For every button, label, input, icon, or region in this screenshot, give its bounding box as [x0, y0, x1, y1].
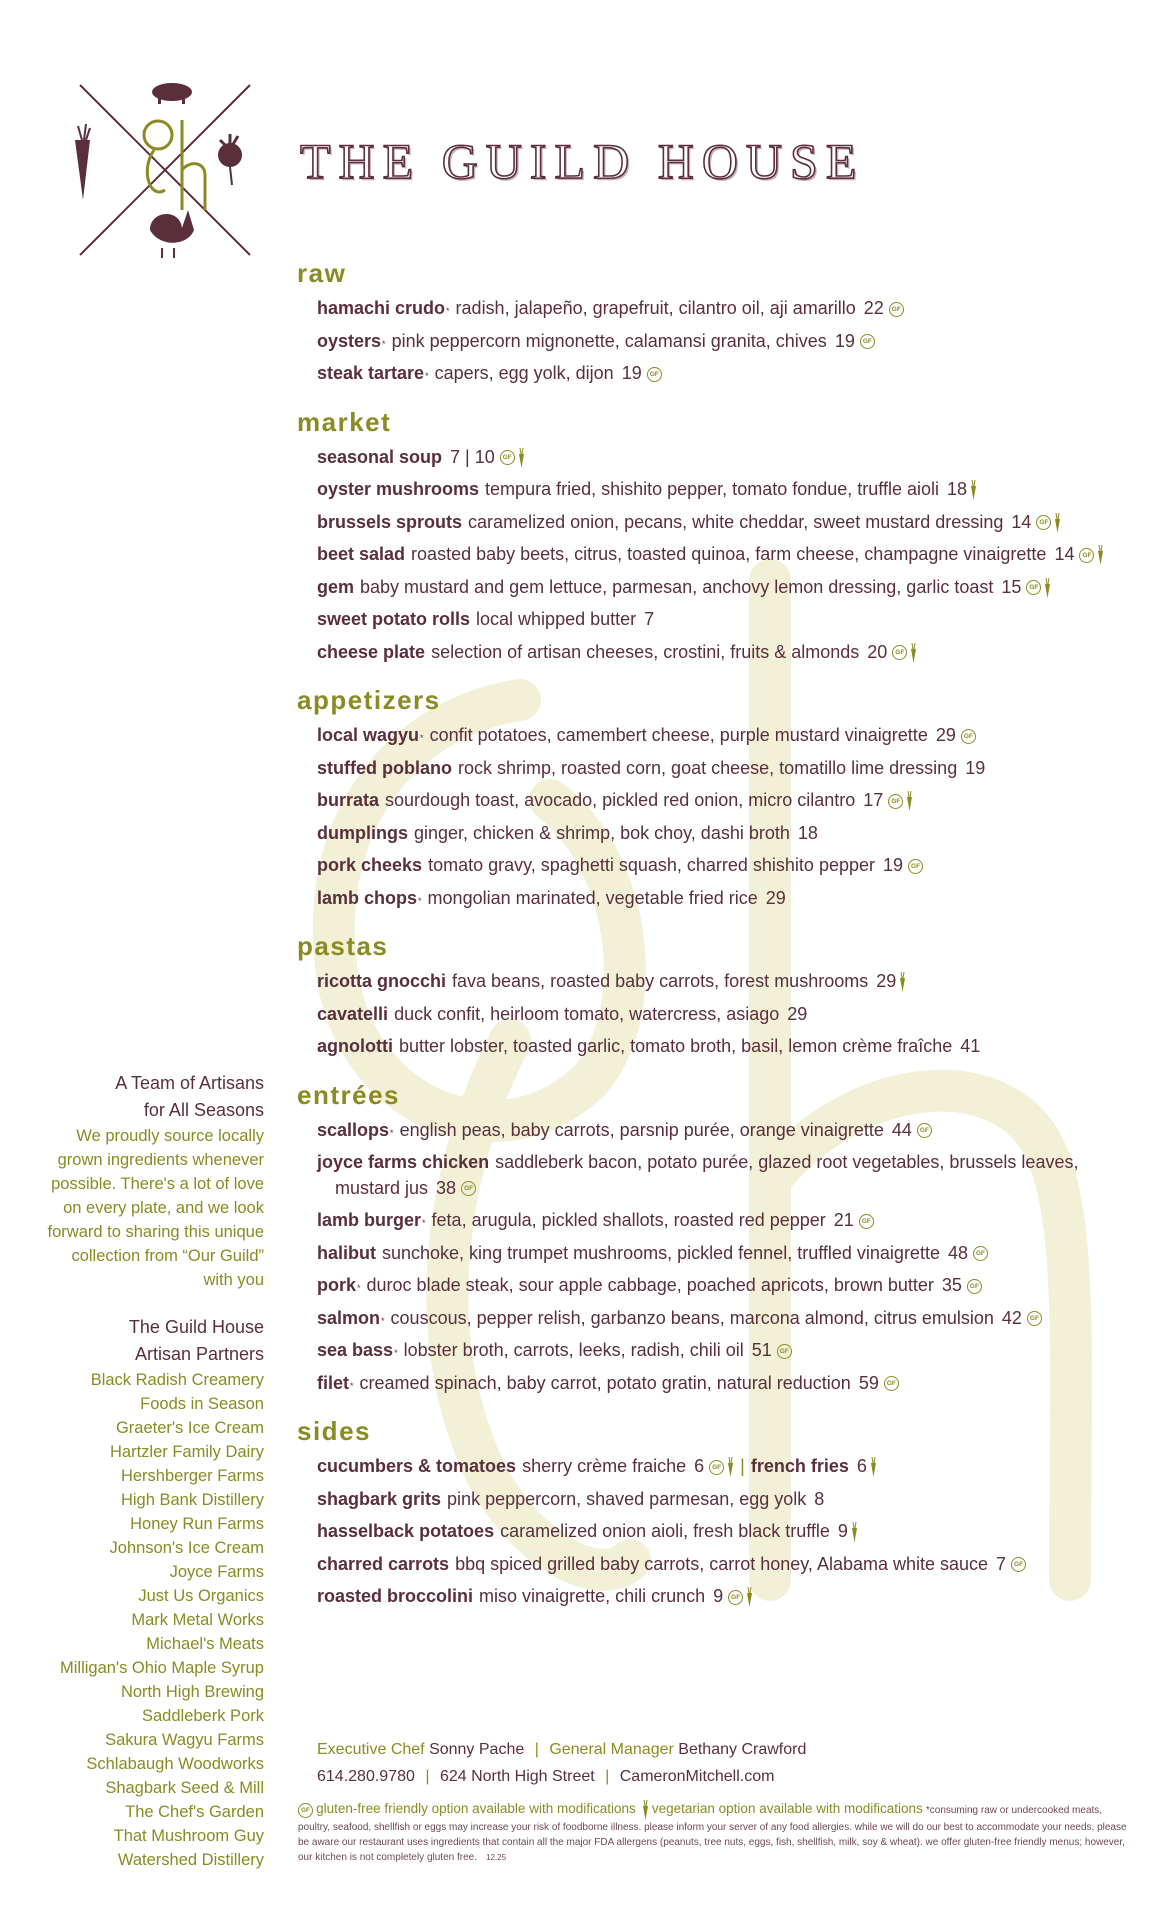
vegetarian-carrot-icon: [642, 1800, 649, 1820]
raw-warning-star: *: [420, 733, 424, 743]
item-description: duroc blade steak, sour apple cabbage, poached apricots, brown butter: [366, 1275, 934, 1295]
menu-item: [317, 575, 1147, 601]
gluten-free-icon: GF: [917, 1123, 932, 1138]
partner-list: [40, 1368, 264, 1872]
partner-item: That Mushroom Guy: [113, 1827, 264, 1845]
menu-section-0: [297, 256, 1147, 387]
item-description: capers, egg yolk, dijon: [434, 363, 614, 383]
item-description: pink peppercorn, shaved parmesan, egg yolk: [447, 1488, 807, 1509]
raw-warning-star: *: [350, 1380, 354, 1391]
item-price: 6: [856, 1456, 867, 1476]
item-price: 21: [833, 1210, 854, 1230]
item-name: gem: [317, 576, 355, 597]
item-price: 14: [1054, 544, 1075, 564]
raw-warning-star: *: [446, 306, 450, 316]
item-price: 14: [1011, 511, 1032, 532]
item-name: seasonal soup: [317, 446, 443, 467]
gluten-free-icon: GF: [884, 1376, 899, 1391]
item-price: 29: [787, 1003, 808, 1024]
gluten-free-icon: GF: [461, 1181, 476, 1196]
menu-item: [317, 821, 1147, 847]
menu-item: [317, 1306, 1147, 1332]
menu-code: 12.25: [486, 1853, 507, 1862]
item-price: 9: [837, 1521, 848, 1541]
partner-item: Michael's Meats: [146, 1635, 264, 1653]
gluten-free-icon: GF: [888, 794, 903, 809]
item-name: stuffed poblano: [317, 757, 452, 778]
item-name: cheese plate: [317, 641, 426, 662]
gluten-free-icon: GF: [647, 367, 662, 382]
menu-section-4: [297, 1078, 1147, 1397]
sidebar: [40, 1070, 264, 1872]
gluten-free-icon: GF: [967, 1279, 982, 1294]
item-name: salmon: [317, 1307, 381, 1328]
section-title: market: [297, 406, 392, 437]
item-name: pork: [317, 1275, 357, 1295]
partner-item: The Chef's Garden: [125, 1803, 264, 1821]
menu-item: [317, 1519, 1147, 1545]
item-price: 41: [960, 1036, 981, 1056]
item-name: hasselback potatoes: [317, 1521, 495, 1541]
restaurant-title: THE GUILD HOUSE: [300, 133, 865, 189]
item-description: fava beans, roasted baby carrots, forest mushrooms: [452, 971, 869, 991]
allergen-legend: GF gluten-free friendly option available with modifications vegetarian option available with modifications *consuming raw or undercooked meats, poultry, seafood, shellfish or eggs may increase your risk of foodborne illness. please inform your server of any food allergies. while we will do our best to accommodate your needs, please be aware our restaurant uses ingredients that contain all the major FDA allergens (peanuts, tree nuts, eggs, fish, shellfish, milk, soy & wheat). we offer gluten-free friendly menus; however, our kitchen is not completely gluten free. 12.25: [298, 1800, 1127, 1863]
item-price: 8: [814, 1488, 825, 1509]
menu-item: [317, 1338, 1147, 1364]
item-name: cavatelli: [317, 1003, 389, 1024]
menu-item: [317, 1150, 1147, 1201]
address: 624 North High Street: [439, 1768, 595, 1785]
section-title: pastas: [297, 931, 389, 961]
item-name: agnolotti: [317, 1036, 393, 1056]
item-price: 7: [996, 1553, 1007, 1574]
vegetarian-carrot-icon: [518, 448, 525, 468]
partner-item: Milligan's Ohio Maple Syrup: [60, 1659, 264, 1677]
section-title: entrées: [297, 1079, 400, 1110]
item-name: filet: [317, 1372, 350, 1393]
vegetarian-carrot-icon: [970, 480, 977, 500]
section-title: raw: [297, 258, 347, 288]
section-title: sides: [297, 1416, 371, 1446]
raw-warning-star: *: [357, 1283, 361, 1293]
menu-item: [317, 723, 1147, 749]
item-description: mongolian marinated, vegetable fried rice: [427, 887, 758, 908]
gluten-free-icon: GF: [1027, 1311, 1042, 1326]
raw-warning-star: *: [394, 1348, 398, 1358]
item-description: feta, arugula, pickled shallots, roasted red pepper: [431, 1210, 826, 1230]
gluten-free-icon: GF: [892, 645, 907, 660]
item-description: bbq spiced grilled baby carrots, carrot honey, Alabama white sauce: [455, 1553, 989, 1574]
item-description: roasted baby beets, citrus, toasted quinoa, farm cheese, champagne vinaigrette: [411, 544, 1047, 564]
item-price: 19: [965, 757, 986, 778]
item-description: caramelized onion aioli, fresh black truffle: [500, 1521, 830, 1541]
menu-sections: [297, 256, 1147, 1628]
item-description: sunchoke, king trumpet mushrooms, pickled fennel, truffled vinaigrette: [382, 1242, 940, 1263]
item-description: creamed spinach, baby carrot, potato gratin, natural reduction: [359, 1372, 851, 1393]
disclaimer-text: *consuming raw or undercooked meats, poultry, seafood, shellfish or eggs may increase your risk of foodborne illness. please inform your server of any food allergies. while we will do our best to accommodate your needs, please be aware our restaurant uses ingredients that contain all the major FDA allergens (peanuts, tree nuts, eggs, fish, shellfish, milk, soy & wheat). we offer gluten-free friendly menus; however, our kitchen is not completely gluten free.: [298, 1804, 1127, 1863]
partner-item: Saddleberk Pork: [142, 1707, 264, 1725]
item-price: 29: [876, 971, 897, 991]
partner-item: Hartzler Family Dairy: [109, 1443, 264, 1461]
vegetarian-carrot-icon: [1054, 513, 1061, 533]
menu-item: [317, 1273, 1147, 1299]
partner-item: Mark Metal Works: [131, 1611, 264, 1629]
item-description: baby mustard and gem lettuce, parmesan, anchovy lemon dressing, garlic toast: [360, 576, 994, 597]
item-name: joyce farms chicken: [317, 1152, 490, 1172]
item-price: 19: [883, 855, 904, 875]
gluten-free-icon: GF: [298, 1803, 313, 1818]
menu-item: [317, 1034, 1147, 1060]
item-description: saddleberk bacon, potato purée, glazed root vegetables, brussels leaves, mustard jus: [335, 1152, 1079, 1198]
item-description: rock shrimp, roasted corn, goat cheese, tomatillo lime dressing: [457, 757, 958, 778]
menu-item: [317, 969, 1147, 995]
vegetarian-carrot-icon: [910, 643, 917, 663]
partner-item: High Bank Distillery: [120, 1491, 264, 1509]
menu-item: [317, 445, 1147, 471]
item-description: pink peppercorn mignonette, calamansi granita, chives: [391, 330, 827, 351]
partner-item: Johnson's Ice Cream: [109, 1539, 264, 1557]
partner-item: Foods in Season: [140, 1395, 264, 1413]
gluten-free-icon: GF: [1079, 548, 1094, 563]
item-price: 29: [765, 887, 786, 908]
menu-item: [317, 510, 1147, 536]
item-name: ricotta gnocchi: [317, 971, 447, 991]
contact-line: 614.280.9780 | 624 North High Street | CameronMitchell.com: [317, 1768, 775, 1785]
item-price: 6: [694, 1456, 705, 1476]
gluten-free-icon: GF: [859, 1214, 874, 1229]
gluten-free-icon: GF: [961, 729, 976, 744]
partner-item: Joyce Farms: [169, 1563, 264, 1581]
sidebar-heading-partners: The Guild House Artisan Partners: [128, 1317, 264, 1364]
item-description: couscous, pepper relish, garbanzo beans, marcona almond, citrus emulsion: [390, 1307, 994, 1328]
item-name: pork cheeks: [317, 855, 423, 875]
vegetarian-carrot-icon: [1097, 545, 1104, 565]
item-description: radish, jalapeño, grapefruit, cilantro oil, aji amarillo: [455, 298, 856, 318]
item-price: 9: [713, 1586, 724, 1606]
menu-item: [317, 788, 1147, 814]
gluten-free-icon: GF: [728, 1590, 743, 1605]
gluten-free-icon: GF: [860, 334, 875, 349]
menu-item: [317, 756, 1147, 782]
menu-section-5: [297, 1414, 1147, 1610]
gluten-free-icon: GF: [1036, 515, 1051, 530]
vegetarian-carrot-icon: [727, 1457, 734, 1477]
menu-item: cucumbers & tomatoes sherry crème fraiche 6 GF | french fries 6: [317, 1454, 1147, 1480]
item-price: 42: [1001, 1307, 1022, 1328]
item-price: 29: [935, 725, 956, 745]
partner-item: Graeter's Ice Cream: [115, 1419, 264, 1437]
menu-item: [317, 296, 1147, 322]
staff-line: Executive Chef Sonny Pache | General Manager Bethany Crawford: [317, 1741, 807, 1758]
vegetarian-carrot-icon: [870, 1457, 877, 1477]
item-price: 17: [863, 790, 884, 810]
menu-item: [317, 542, 1147, 568]
item-name: lamb burger: [317, 1210, 422, 1230]
item-name: oysters: [317, 330, 382, 351]
item-price: 44: [891, 1119, 912, 1140]
gluten-free-icon: GF: [889, 302, 904, 317]
gluten-free-icon: GF: [777, 1344, 792, 1359]
partner-item: Watershed Distillery: [117, 1851, 264, 1869]
menu-section-2: [297, 683, 1147, 911]
partner-item: Black Radish Creamery: [90, 1371, 264, 1389]
item-name: lamb chops: [317, 887, 418, 908]
partner-item: Just Us Organics: [138, 1587, 264, 1605]
item-name: hamachi crudo: [317, 298, 446, 318]
item-price: 48: [947, 1242, 968, 1263]
menu-item: [317, 1584, 1147, 1610]
raw-warning-star: *: [422, 1218, 426, 1228]
vegetarian-carrot-icon: [899, 972, 906, 992]
phone-number: 614.280.9780: [317, 1768, 415, 1785]
item-description: ginger, chicken & shrimp, bok choy, dashi broth: [414, 822, 790, 843]
item-description: tomato gravy, spaghetti squash, charred shishito pepper: [428, 855, 875, 875]
guild-house-logo: [70, 80, 260, 260]
item-description: duck confit, heirloom tomato, watercress, asiago: [394, 1003, 780, 1024]
item-price: 19: [621, 363, 642, 383]
item-name: shagbark grits: [317, 1488, 442, 1509]
item-description: sherry crème fraiche: [522, 1456, 687, 1476]
gluten-free-icon: GF: [908, 859, 923, 874]
sidebar-intro-text: We proudly source locally grown ingredients whenever possible. There's a lot of love on every plate, and we look forward to sharing this unique collection from “Our Guild” with you: [47, 1127, 264, 1289]
item-price: 7: [644, 609, 655, 629]
item-name: scallops: [317, 1119, 390, 1140]
menu-item: [317, 1241, 1147, 1267]
gluten-free-icon: GF: [500, 450, 515, 465]
partner-item: Honey Run Farms: [130, 1515, 264, 1533]
raw-warning-star: *: [381, 1315, 385, 1326]
vegetarian-carrot-icon: [746, 1587, 753, 1607]
item-price: 20: [867, 641, 888, 662]
menu-item: [317, 886, 1147, 912]
vegetarian-carrot-icon: [851, 1522, 858, 1542]
item-name: roasted broccolini: [317, 1586, 474, 1606]
item-name: brussels sprouts: [317, 511, 463, 532]
sidebar-heading-artisans: A Team of Artisans for All Seasons: [115, 1073, 264, 1120]
section-title: appetizers: [297, 685, 441, 715]
item-name: steak tartare: [317, 363, 425, 383]
partner-item: Hershberger Farms: [120, 1467, 264, 1485]
item-description: tempura fried, shishito pepper, tomato fondue, truffle aioli: [485, 479, 939, 499]
item-name: sweet potato rolls: [317, 609, 471, 629]
item-price: 35: [941, 1275, 962, 1295]
menu-item: [317, 1371, 1147, 1397]
item-description: caramelized onion, pecans, white cheddar, sweet mustard dressing: [468, 511, 1004, 532]
menu-item: [317, 329, 1147, 355]
item-price: 7 | 10: [450, 446, 495, 467]
menu-item: [317, 1002, 1147, 1028]
item-description: selection of artisan cheeses, crostini, fruits & almonds: [431, 641, 860, 662]
partner-item: North High Brewing: [120, 1683, 264, 1701]
gluten-free-icon: GF: [973, 1246, 988, 1261]
item-description: english peas, baby carrots, parsnip purée, orange vinaigrette: [399, 1119, 884, 1140]
menu-item: [317, 1487, 1147, 1513]
item-name: beet salad: [317, 544, 406, 564]
item-price: 15: [1001, 576, 1022, 597]
menu-item: [317, 477, 1147, 503]
item-price: 19: [834, 330, 855, 351]
item-name: charred carrots: [317, 1553, 450, 1574]
item-description: local whipped butter: [476, 609, 637, 629]
menu-item: [317, 1208, 1147, 1234]
item-description: lobster broth, carrots, leeks, radish, chili oil: [403, 1340, 744, 1360]
partner-item: Sakura Wagyu Farms: [105, 1731, 264, 1749]
item-name: cucumbers & tomatoes: [317, 1456, 517, 1476]
item-price: 59: [858, 1372, 879, 1393]
raw-warning-star: *: [382, 338, 386, 349]
gluten-free-icon: GF: [1011, 1557, 1026, 1572]
partner-item: Shagbark Seed & Mill: [105, 1779, 264, 1797]
item-description: miso vinaigrette, chili crunch: [479, 1586, 706, 1606]
item-price: 51: [751, 1340, 772, 1360]
menu-item: [317, 853, 1147, 879]
partner-item: Schlabaugh Woodworks: [86, 1755, 264, 1773]
item-name: sea bass: [317, 1340, 394, 1360]
menu-item: [317, 1552, 1147, 1578]
footer: [317, 1736, 1137, 1790]
vegetarian-carrot-icon: [1044, 578, 1051, 598]
item-name: french fries: [750, 1456, 849, 1476]
item-name: oyster mushrooms: [317, 479, 480, 499]
raw-warning-star: *: [425, 371, 429, 381]
item-description: butter lobster, toasted garlic, tomato broth, basil, lemon crème fraîche: [398, 1036, 953, 1056]
item-name: dumplings: [317, 822, 408, 843]
item-price: 18: [797, 822, 818, 843]
menu-section-1: [297, 405, 1147, 666]
vegetarian-carrot-icon: [906, 791, 913, 811]
website-link[interactable]: CameronMitchell.com: [619, 1768, 775, 1785]
item-price: 18: [946, 479, 968, 499]
raw-warning-star: *: [390, 1127, 394, 1138]
item-description: confit potatoes, camembert cheese, purple mustard vinaigrette: [429, 725, 928, 745]
item-price: 38: [436, 1177, 457, 1198]
item-name: burrata: [317, 790, 380, 810]
menu-item: [317, 361, 1147, 387]
menu-item: [317, 640, 1147, 666]
item-price: 22: [863, 298, 884, 318]
raw-warning-star: *: [418, 895, 422, 906]
menu-item: [317, 1118, 1147, 1144]
item-description: sourdough toast, avocado, pickled red onion, micro cilantro: [385, 790, 856, 810]
gluten-free-icon: GF: [709, 1460, 724, 1475]
item-name: halibut: [317, 1242, 376, 1263]
item-name: local wagyu: [317, 725, 420, 745]
gluten-free-icon: GF: [1026, 580, 1041, 595]
menu-section-3: [297, 929, 1147, 1060]
menu-item: [317, 607, 1147, 633]
